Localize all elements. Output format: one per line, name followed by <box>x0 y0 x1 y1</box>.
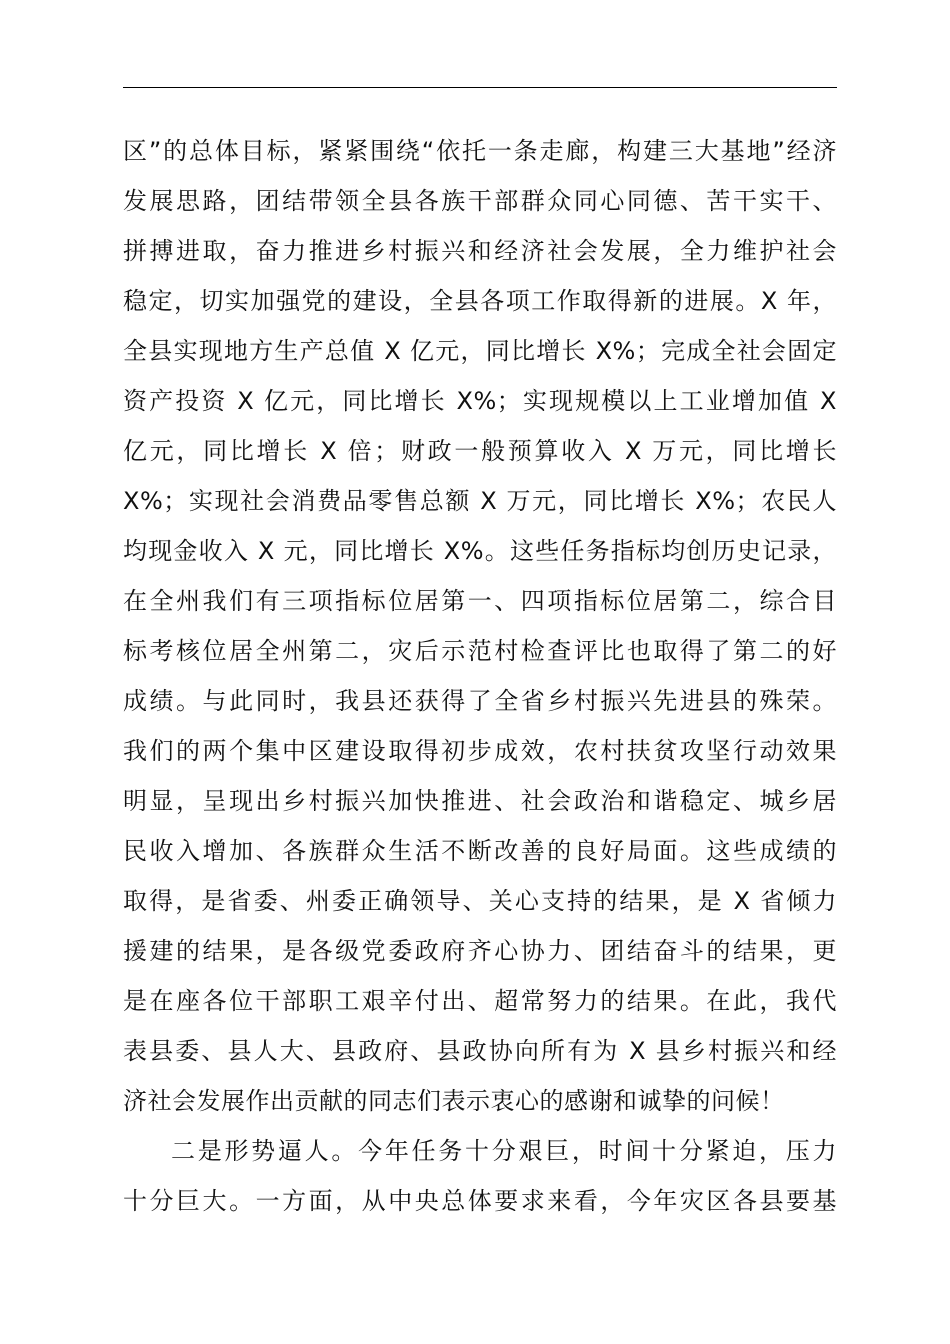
paragraph-2 <box>123 1126 837 1226</box>
header-rule <box>123 87 837 88</box>
text-line: X%；实现社会消费品零售总额 X 万元，同比增长 X%；农民人 <box>123 487 837 515</box>
text-line: 均现金收入 X 元，同比增长 X%。这些任务指标均创历史记录， <box>123 537 837 565</box>
text-line: 拼搏进取，奋力推进乡村振兴和经济社会发展，全力维护社会 <box>123 237 837 265</box>
text-line: 区”的总体目标，紧紧围绕“依托一条走廊，构建三大基地”经济 <box>123 137 837 165</box>
text-line: 成绩。与此同时，我县还获得了全省乡村振兴先进县的殊荣。 <box>123 687 837 715</box>
text-line: 济社会发展作出贡献的同志们表示衷心的感谢和诚挚的问候！ <box>123 1087 785 1115</box>
text-line: 十分巨大。一方面，从中央总体要求来看，今年灾区各县要基 <box>123 1187 837 1215</box>
text-line: 在全州我们有三项指标位居第一、四项指标位居第二，综合目 <box>123 587 837 615</box>
paragraph-1 <box>123 126 837 1126</box>
text-line: 全县实现地方生产总值 X 亿元，同比增长 X%；完成全社会固定 <box>123 337 837 365</box>
text-line: 标考核位居全州第二，灾后示范村检查评比也取得了第二的好 <box>123 637 837 665</box>
text-line: 二是形势逼人。今年任务十分艰巨，时间十分紧迫，压力 <box>171 1137 837 1165</box>
text-line: 资产投资 X 亿元，同比增长 X%；实现规模以上工业增加值 X <box>123 387 837 415</box>
text-line: 取得，是省委、州委正确领导、关心支持的结果，是 X 省倾力 <box>123 887 837 915</box>
text-line: 民收入增加、各族群众生活不断改善的良好局面。这些成绩的 <box>123 837 837 865</box>
document-body <box>123 126 837 1226</box>
text-line: 发展思路，团结带领全县各族干部群众同心同德、苦干实干、 <box>123 187 837 215</box>
text-line: 我们的两个集中区建设取得初步成效，农村扶贫攻坚行动效果 <box>123 737 837 765</box>
text-line: 援建的结果，是各级党委政府齐心协力、团结奋斗的结果，更 <box>123 937 837 965</box>
text-line: 明显，呈现出乡村振兴加快推进、社会政治和谐稳定、城乡居 <box>123 787 837 815</box>
text-line: 稳定，切实加强党的建设，全县各项工作取得新的进展。X 年， <box>123 287 837 315</box>
text-line: 表县委、县人大、县政府、县政协向所有为 X 县乡村振兴和经 <box>123 1037 837 1065</box>
text-line: 亿元，同比增长 X 倍；财政一般预算收入 X 万元，同比增长 <box>123 437 837 465</box>
text-line: 是在座各位干部职工艰辛付出、超常努力的结果。在此，我代 <box>123 987 837 1015</box>
